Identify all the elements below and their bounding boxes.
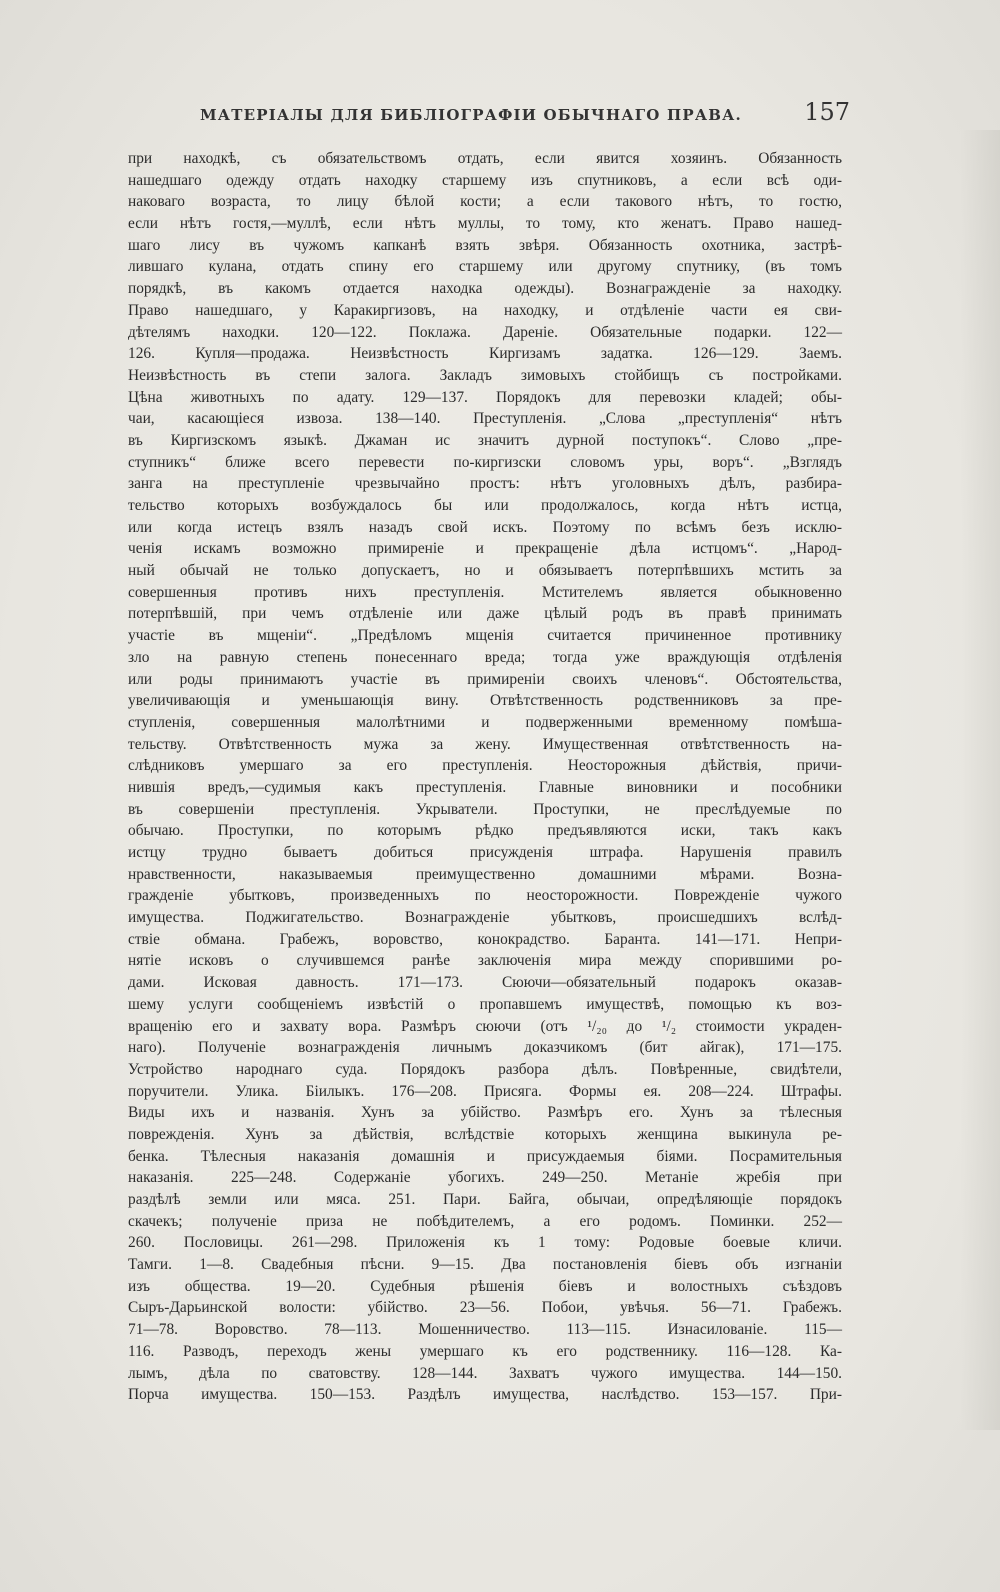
- text-line: Право нашедшаго, у Каракиргизовъ, на находку, и отдѣленіе части ея сви-: [128, 301, 842, 319]
- text-line: скачекъ; полученіе приза не побѣдителемъ, а его родомъ. Поминки. 252—: [128, 1212, 842, 1230]
- text-line: наказанія. 225—248. Содержаніе убогихъ. 249—250. Метаніе жребія при: [128, 1169, 842, 1187]
- text-line: 260. Пословицы. 261—298. Приложенія къ 1 тому: Родовые боевые кличи.: [128, 1234, 842, 1252]
- text-line: нятіе исковъ о случившемся ранѣе заключенія мира между спорившими ро-: [128, 952, 842, 970]
- text-line: Тамги. 1—8. Свадебныя пѣсни. 9—15. Два постановленія біевъ объ изгнаніи: [128, 1256, 842, 1274]
- page-header: [200, 98, 850, 132]
- text-line: обычаю. Проступки, по которымъ рѣдко предъявляются иски, такъ какъ: [128, 822, 842, 840]
- text-line: Цѣна животныхъ по адату. 129—137. Порядокъ для перевозки кладей; обы-: [128, 388, 842, 406]
- text-line: Порча имущества. 150—153. Раздѣлъ имущества, наслѣдство. 153—157. При-: [128, 1386, 842, 1404]
- text-line: наго). Полученіе вознагражденія личнымъ доказчикомъ (бит айгак), 171—175.: [128, 1039, 842, 1057]
- text-line: ченія искамъ возможно примиреніе и прекращеніе дѣла истцомъ“. „Народ-: [128, 540, 842, 558]
- body-text: [128, 148, 842, 1406]
- text-line: бенка. Тѣлесныя наказанія домашнія и присуждаемыя біями. Посрамительныя: [128, 1147, 842, 1165]
- running-title: МАТЕРІАЛЫ ДЛЯ БИБЛІОГРАФІИ ОБЫЧНАГО ПРАВА.: [200, 106, 742, 124]
- text-line: совершенныя противъ нихъ преступленія. Мстителемъ является обыкновенно: [128, 583, 842, 601]
- text-line: шему услуги сообщеніемъ извѣстій о пропавшемъ имуществѣ, помощью къ воз-: [128, 995, 842, 1013]
- text-line: нашедшаго одежду отдать находку старшему изъ спутниковъ, а если всѣ оди-: [128, 171, 842, 189]
- text-line: истцу трудно бываетъ добиться присужденія штрафа. Нарушенія правилъ: [128, 844, 842, 861]
- text-line: шаго лису въ чужомъ капканѣ взять звѣря. Обязанность охотника, застрѣ-: [128, 236, 842, 254]
- text-line: лившаго кулана, отдать спину его старшему или другому спутнику, (въ томъ: [128, 258, 842, 276]
- text-line: слѣдниковъ умершаго за его преступленія. Неосторожныя дѣйствія, причи-: [128, 757, 842, 775]
- text-line: тельство которыхъ возбуждалось бы или продолжалось, когда нѣтъ истца,: [128, 497, 842, 514]
- text-line: участіе въ мщеніи“. „Предѣломъ мщенія считается причиненное противнику: [128, 627, 842, 645]
- text-line: при находкѣ, съ обязательствомъ отдать, если явится хозяинъ. Обязанность: [128, 150, 842, 167]
- text-line: увеличивающія и уменьшающія вину. Отвѣтственность родственниковъ за пре-: [128, 692, 842, 710]
- text-line: раздѣлѣ земли или мяса. 251. Пари. Байга, обычаи, опредѣляющіе порядокъ: [128, 1191, 842, 1208]
- text-line: ствіе обмана. Грабежъ, воровство, конокрадство. Баранта. 141—171. Непри-: [128, 930, 842, 948]
- text-line: ный обычай не только допускаетъ, но и обязываетъ потерпѣвшихъ мстить за: [128, 562, 842, 580]
- text-line: наковаго возраста, то лицу бѣлой кости; а если такового нѣтъ, то гостю,: [128, 193, 842, 211]
- text-line: въ Киргизскомъ языкѣ. Джаман ис значитъ дурной поступокъ“. Слово „пре-: [128, 431, 842, 449]
- text-line: 71—78. Воровство. 78—113. Мошенничество. 113—115. Изнасилованіе. 115—: [128, 1321, 842, 1339]
- text-line: или когда истецъ взялъ назадъ свой искъ. Поэтому по всѣмъ безъ исклю-: [128, 518, 842, 536]
- text-line: чаи, касающіеся извоза. 138—140. Преступленія. „Слова „преступленія“ нѣтъ: [128, 410, 842, 428]
- text-line: дами. Исковая давность. 171—173. Сюючи—обязательный подарокъ оказав-: [128, 974, 842, 992]
- text-line: дѣтелямъ находки. 120—122. Поклажа. Дареніе. Обязательные подарки. 122—: [128, 323, 842, 341]
- text-line: поврежденія. Хунъ за дѣйствія, вслѣдствіе которыхъ женщина выкинула ре-: [128, 1125, 842, 1143]
- text-line: Неизвѣстность въ степи залога. Закладъ зимовыхъ стойбищъ съ постройками.: [128, 366, 842, 384]
- text-line: если нѣтъ гостя,—муллѣ, если нѣтъ муллы, то тому, кто женатъ. Право нашед-: [128, 215, 842, 233]
- text-line: нравственности, наказываемыя преимущественно домашними мѣрами. Возна-: [128, 865, 842, 883]
- page-number: 157: [804, 98, 850, 126]
- text-line: ступникъ“ ближе всего перевести по-киргизски словомъ уры, воръ“. „Взглядъ: [128, 453, 842, 471]
- text-line: поручители. Улика. Біилыкъ. 176—208. Присяга. Формы ея. 208—224. Штрафы.: [128, 1082, 842, 1100]
- text-line: гражденіе убытковъ, произведенныхъ по неосторожности. Поврежденіе чужого: [128, 887, 842, 905]
- text-line: вращенію его и захвату вора. Размѣръ сюючи (отъ ¹/₂₀ до ¹/₂ стоимости украден-: [128, 1017, 842, 1035]
- text-line: нившія вредъ,—судимыя какъ преступленія. Главные виновники и пособники: [128, 778, 842, 796]
- text-line: порядкѣ, въ какомъ отдается находка одежды). Вознагражденіе за находку.: [128, 280, 842, 298]
- text-line: или роды принимаютъ участіе въ примиреніи своихъ членовъ“. Обстоятельства,: [128, 670, 842, 688]
- text-line: изъ общества. 19—20. Судебныя рѣшенія біевъ и волостныхъ съѣздовъ: [128, 1277, 842, 1295]
- text-line: занга на преступленіе чрезвычайно простъ: нѣтъ уголовныхъ дѣлъ, разбира-: [128, 475, 842, 493]
- text-line: имущества. Поджигательство. Вознагражденіе убытковъ, происшедшихъ вслѣд-: [128, 909, 842, 927]
- text-line: Сыръ-Дарьинской волости: убійство. 23—56. Побои, увѣчья. 56—71. Грабежъ.: [128, 1299, 842, 1317]
- text-line: зло на равную степень понесеннаго вреда; тогда уже враждующія отдѣленія: [128, 648, 842, 666]
- text-line: ступленія, совершенныя малолѣтними и подверженными временному помѣша-: [128, 713, 842, 731]
- text-line: 126. Купля—продажа. Неизвѣстность Киргизамъ задатка. 126—129. Заемъ.: [128, 345, 842, 363]
- text-line: Виды ихъ и названія. Хунъ за убійство. Размѣръ его. Хунъ за тѣлесныя: [128, 1104, 842, 1122]
- text-line: Устройство народнаго суда. Порядокъ разбора дѣлъ. Повѣренные, свидѣтели,: [128, 1060, 842, 1078]
- text-line: лымъ, дѣла по сватовству. 128—144. Захватъ чужого имущества. 144—150.: [128, 1364, 842, 1382]
- text-line: тельству. Отвѣтственность мужа за жену. Имущественная отвѣтственность на-: [128, 735, 842, 753]
- text-line: 116. Разводъ, переходъ жены умершаго къ его родственнику. 116—128. Ка-: [128, 1342, 842, 1360]
- text-line: въ совершеніи преступленія. Укрыватели. Проступки, не преслѣдуемые по: [128, 800, 842, 818]
- text-line: потерпѣвшій, при чемъ отдѣленіе или даже цѣлый родъ въ правѣ принимать: [128, 605, 842, 623]
- page-bleed-shadow: [960, 130, 1000, 1430]
